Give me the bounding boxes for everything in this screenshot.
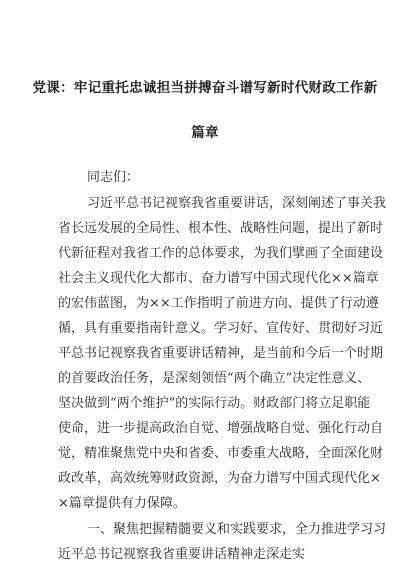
paragraph-2-line: 近平总书记视察我省重要讲话精神走深走实 <box>58 547 306 562</box>
paragraph-1-line: 政改革，高效统筹财政资源，为奋力谱写中国式现代化× <box>58 471 381 486</box>
paragraph-1-line: ×篇章提供有力保障。 <box>58 496 186 511</box>
paragraph-1-line: 坚决做到“两个维护”的实际行动。财政部门将立足职能 <box>58 396 371 411</box>
paragraph-1-line: 的首要政治任务，是深刻领悟“两个确立”决定性意义、 <box>58 371 371 386</box>
paragraph-1-line: 的宏伟蓝图，为××工作指明了前进方向、提供了行动遵 <box>58 296 379 311</box>
paragraph-2-line: 一、聚焦把握精髓要义和实践要求，全力推进学习习 <box>87 522 387 537</box>
paragraph-1-line: 循，具有重要指南针意义。学习好、宣传好、贯彻好习近 <box>58 321 384 336</box>
paragraph-1-line: 觉，精准聚焦党中央和省委、市委重大战略，全面深化财 <box>58 446 384 461</box>
paragraph-1-line: 习近平总书记视察我省重要讲话，深刻阐述了事关我 <box>87 196 387 211</box>
paragraph-1-line: 社会主义现代化大都市、奋力谱写中国式现代化××篇章 <box>58 271 379 286</box>
document-title-line-2: 篇章 <box>191 125 219 141</box>
salutation: 同志们： <box>87 170 140 185</box>
paragraph-1-line: 省长远发展的全局性、根本性、战略性问题，提出了新时 <box>58 221 384 236</box>
paragraph-1-line: 平总书记视察我省重要讲话精神，是当前和今后一个时期 <box>58 346 384 361</box>
document-title-line-1: 党课：牢记重托忠诚担当拼搏奋斗谱写新时代财政工作新 <box>32 80 378 96</box>
paragraph-1-line: 使命，进一步提高政治自觉、增强战略自觉、强化行动自 <box>58 421 384 436</box>
paragraph-1-line: 代新征程对我省工作的总体要求，为我们擘画了全面建设 <box>58 246 384 261</box>
